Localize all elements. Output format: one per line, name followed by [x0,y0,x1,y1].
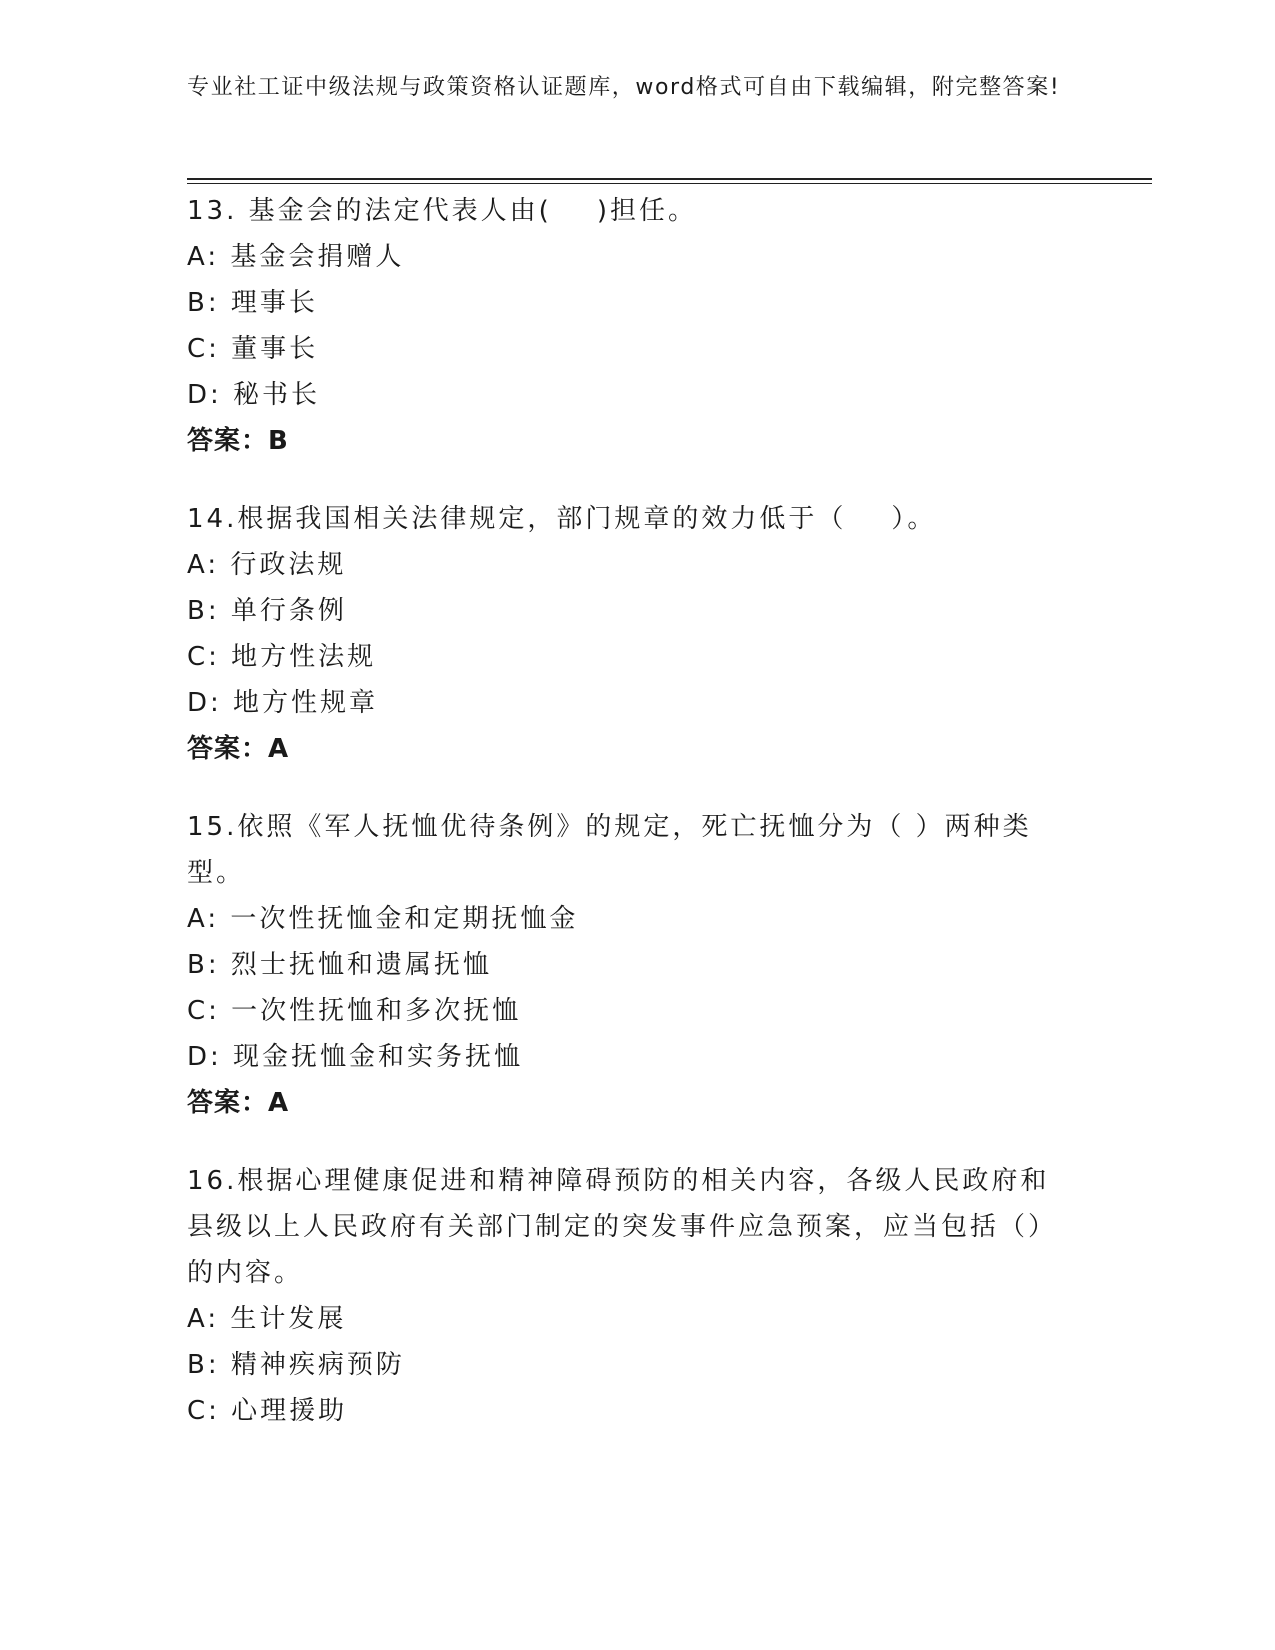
answer-line: 答案：A [187,1088,290,1118]
question-stem: 15.依照《军人抚恤优待条例》的规定，死亡抚恤分为（ ）两种类型。 [187,812,1032,888]
question-14 [187,496,1087,772]
question-13 [187,188,1087,464]
page-header: 专业社工证中级法规与政策资格认证题库，word格式可自由下载编辑，附完整答案! [187,75,1061,100]
option-d: D: 地方性规章 [187,688,379,718]
option-a: A: 基金会捐赠人 [187,242,405,272]
option-a: A: 一次性抚恤金和定期抚恤金 [187,904,579,934]
question-16 [187,1158,1087,1434]
option-d: D: 秘书长 [187,380,321,410]
question-stem: 16.根据心理健康促进和精神障碍预防的相关内容，各级人民政府和县级以上人民政府有关部门制定的突发事件应急预案，应当包括（）的内容。 [187,1166,1058,1288]
question-stem: 14.根据我国相关法律规定，部门规章的效力低于（ ）。 [187,504,937,534]
header-divider-thick [187,178,1152,180]
question-list [187,188,1087,1466]
option-a: A: 行政法规 [187,550,347,580]
option-c: C: 心理援助 [187,1396,348,1426]
answer-line: 答案：A [187,734,290,764]
header-divider-thin [187,183,1152,184]
question-15 [187,804,1087,1126]
option-b: B: 单行条例 [187,596,347,626]
answer-line: 答案：B [187,426,289,456]
option-b: B: 精神疾病预防 [187,1350,405,1380]
option-b: B: 烈士抚恤和遗属抚恤 [187,950,492,980]
option-c: C: 地方性法规 [187,642,377,672]
option-b: B: 理事长 [187,288,318,318]
option-c: C: 一次性抚恤和多次抚恤 [187,996,522,1026]
option-a: A: 生计发展 [187,1304,347,1334]
question-stem: 13. 基金会的法定代表人由( )担任。 [187,196,697,226]
option-d: D: 现金抚恤金和实务抚恤 [187,1042,524,1072]
option-c: C: 董事长 [187,334,319,364]
